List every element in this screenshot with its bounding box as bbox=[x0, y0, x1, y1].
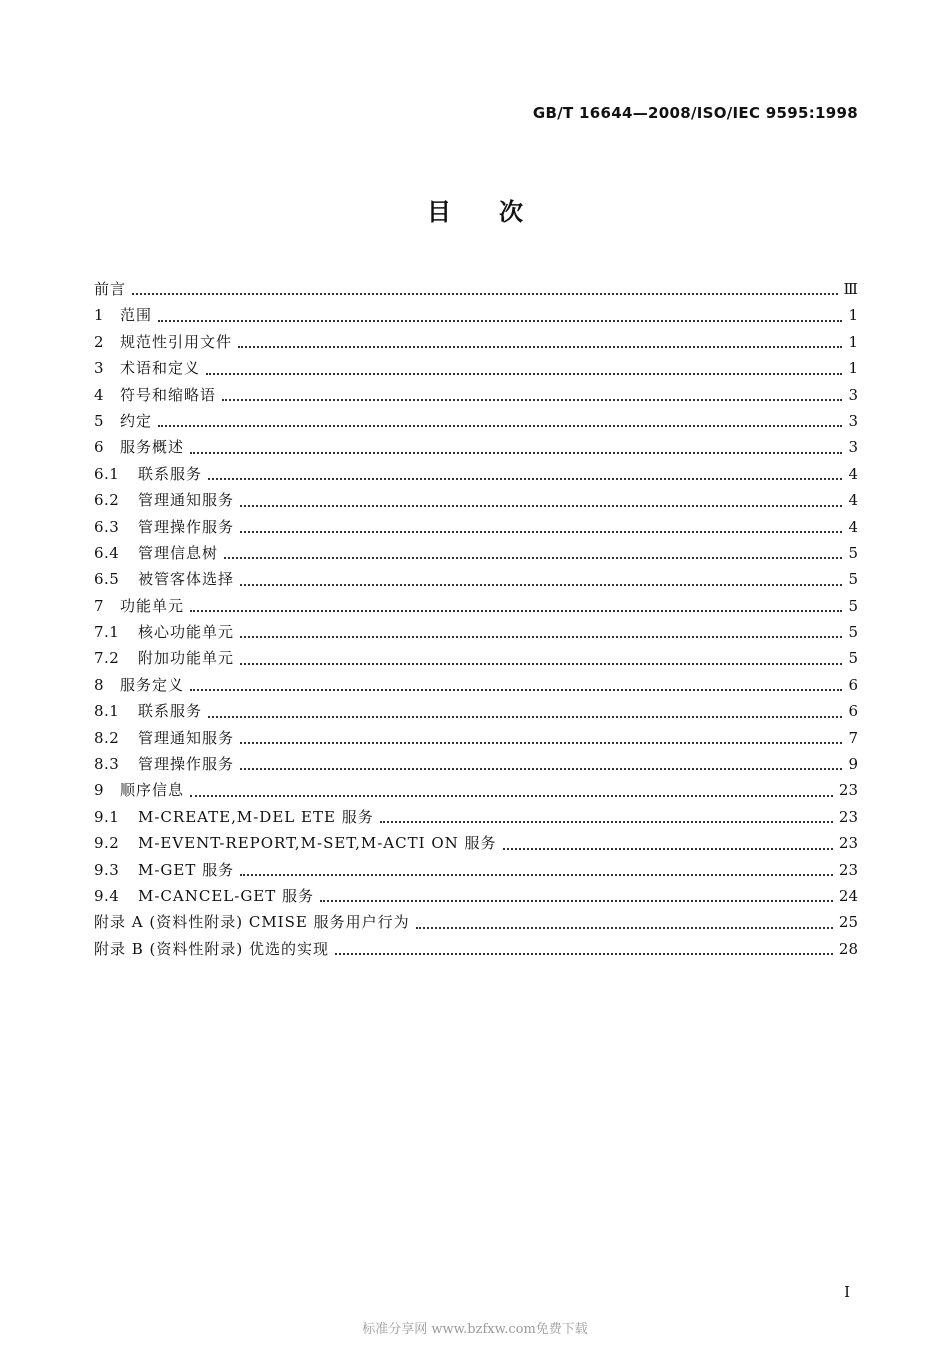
toc-entry-number: 1 bbox=[94, 306, 105, 325]
toc-entry-label: 管理操作服务 bbox=[138, 517, 235, 536]
toc-entry-page: Ⅲ bbox=[843, 280, 858, 298]
toc-leader-dots bbox=[416, 927, 833, 929]
toc-leader-dots bbox=[158, 320, 842, 322]
toc-leader-dots bbox=[206, 373, 842, 375]
toc-entry-page: 1 bbox=[848, 359, 858, 378]
toc-entry-label: 服务概述 bbox=[120, 438, 185, 457]
toc-leader-dots bbox=[190, 610, 842, 612]
toc-entry[interactable] bbox=[94, 408, 858, 434]
toc-leader-dots bbox=[132, 293, 838, 295]
toc-entry-label: 规范性引用文件 bbox=[120, 332, 233, 351]
toc-entry-page: 5 bbox=[848, 570, 858, 589]
toc-entry-label: 符号和缩略语 bbox=[120, 385, 217, 404]
toc-entry[interactable] bbox=[94, 645, 858, 671]
toc-leader-dots bbox=[380, 821, 833, 823]
toc-entry[interactable] bbox=[94, 883, 858, 909]
toc-entry[interactable] bbox=[94, 698, 858, 724]
toc-entry[interactable] bbox=[94, 725, 858, 751]
toc-leader-dots bbox=[224, 557, 842, 559]
toc-leader-dots bbox=[208, 716, 842, 718]
toc-entry[interactable] bbox=[94, 329, 858, 355]
toc-leader-dots bbox=[240, 742, 842, 744]
toc-entry-page: 7 bbox=[848, 728, 858, 747]
toc-entry-label: 附录 B (资料性附录) 优选的实现 bbox=[94, 939, 330, 958]
toc-entry-page: 5 bbox=[848, 623, 858, 642]
toc-entry[interactable] bbox=[94, 566, 858, 592]
toc-entry[interactable] bbox=[94, 355, 858, 381]
toc-entry-page: 4 bbox=[848, 517, 858, 536]
toc-entry[interactable] bbox=[94, 461, 858, 487]
toc-entry-label: 管理通知服务 bbox=[138, 728, 235, 747]
toc-entry-number: 5 bbox=[94, 411, 105, 430]
toc-entry-page: 1 bbox=[848, 306, 858, 325]
toc-entry[interactable] bbox=[94, 936, 858, 962]
toc-leader-dots bbox=[208, 478, 842, 480]
toc-entry[interactable] bbox=[94, 909, 858, 935]
toc-leader-dots bbox=[320, 900, 833, 902]
toc-entry-number: 7.1 bbox=[94, 623, 120, 642]
toc-entry-page: 4 bbox=[848, 491, 858, 510]
toc-leader-dots bbox=[240, 636, 842, 638]
toc-entry[interactable] bbox=[94, 804, 858, 830]
watermark: 标准分享网 www.bzfxw.com免费下载 bbox=[362, 1322, 588, 1337]
toc-entry-page: 6 bbox=[848, 675, 858, 694]
toc-entry[interactable] bbox=[94, 434, 858, 460]
toc-entry-number: 2 bbox=[94, 332, 105, 351]
toc-entry-label: 功能单元 bbox=[120, 596, 185, 615]
toc-entry[interactable] bbox=[94, 751, 858, 777]
toc-leader-dots bbox=[190, 795, 833, 797]
toc-entry-page: 5 bbox=[848, 649, 858, 668]
toc-entry-number: 9.3 bbox=[94, 860, 120, 879]
toc-entry-page: 23 bbox=[838, 807, 858, 826]
toc-entry-number: 9 bbox=[94, 781, 105, 800]
toc-leader-dots bbox=[158, 425, 842, 427]
toc-leader-dots bbox=[240, 874, 833, 876]
toc-entry-number: 6.3 bbox=[94, 517, 120, 536]
toc-entry-number: 9.4 bbox=[94, 886, 120, 905]
toc-entry-page: 3 bbox=[848, 438, 858, 457]
toc-entry-label: M-EVENT-REPORT,M-SET,M-ACTI ON 服务 bbox=[138, 834, 497, 853]
toc-entry-label: 约定 bbox=[120, 411, 153, 430]
toc-entry-number: 9.1 bbox=[94, 807, 120, 826]
toc-leader-dots bbox=[190, 452, 842, 454]
toc-entry-label: 联系服务 bbox=[138, 702, 203, 721]
toc-leader-dots bbox=[240, 505, 842, 507]
standard-number: GB/T 16644—2008/ISO/IEC 9595:1998 bbox=[532, 104, 858, 122]
toc-leader-dots bbox=[190, 689, 842, 691]
toc-entry-label: 附加功能单元 bbox=[138, 649, 235, 668]
toc-entry-page: 3 bbox=[848, 385, 858, 404]
toc-entry[interactable] bbox=[94, 540, 858, 566]
toc-entry-label: 术语和定义 bbox=[120, 359, 201, 378]
toc-entry-label: M-GET 服务 bbox=[138, 860, 235, 879]
toc-entry-label: 联系服务 bbox=[138, 464, 203, 483]
toc-entry-label: 管理通知服务 bbox=[138, 491, 235, 510]
toc-entry-number: 8.2 bbox=[94, 728, 120, 747]
toc-entry-label: 附录 A (资料性附录) CMISE 服务用户行为 bbox=[94, 913, 410, 932]
toc-entry-label: 管理信息树 bbox=[138, 543, 219, 562]
toc-entry-label: 核心功能单元 bbox=[138, 623, 235, 642]
toc-leader-dots bbox=[503, 848, 833, 850]
toc-leader-dots bbox=[222, 399, 842, 401]
toc-entry-label: 被管客体选择 bbox=[138, 570, 235, 589]
toc-entry-page: 5 bbox=[848, 543, 858, 562]
toc-entry-number: 6.1 bbox=[94, 464, 120, 483]
toc-entry[interactable] bbox=[94, 514, 858, 540]
toc-entry[interactable] bbox=[94, 777, 858, 803]
toc-entry-label: 顺序信息 bbox=[120, 781, 185, 800]
toc-entry-page: 4 bbox=[848, 464, 858, 483]
toc-entry[interactable] bbox=[94, 672, 858, 698]
toc-entry-page: 6 bbox=[848, 702, 858, 721]
toc-entry-page: 3 bbox=[848, 411, 858, 430]
toc-entry-number: 6 bbox=[94, 438, 105, 457]
toc-entry[interactable] bbox=[94, 276, 858, 302]
toc-entry[interactable] bbox=[94, 857, 858, 883]
toc-entry-number: 3 bbox=[94, 359, 105, 378]
toc-entry-label: 管理操作服务 bbox=[138, 755, 235, 774]
toc-entry-page: 9 bbox=[848, 755, 858, 774]
toc-entry[interactable] bbox=[94, 593, 858, 619]
toc-entry-number: 6.4 bbox=[94, 543, 120, 562]
toc-entry-number: 8 bbox=[94, 675, 105, 694]
page-number: I bbox=[844, 1283, 850, 1301]
toc-entry-page: 5 bbox=[848, 596, 858, 615]
toc-entry[interactable] bbox=[94, 619, 858, 645]
toc-entry-page: 23 bbox=[838, 781, 858, 800]
toc-entry-page: 25 bbox=[838, 913, 858, 932]
toc-leader-dots bbox=[335, 953, 833, 955]
toc-entry-page: 24 bbox=[838, 886, 858, 905]
toc-entry-label: M-CREATE,M-DEL ETE 服务 bbox=[138, 807, 374, 826]
toc-entry-label: 范围 bbox=[120, 306, 153, 325]
toc-leader-dots bbox=[240, 768, 842, 770]
toc-leader-dots bbox=[240, 663, 842, 665]
toc-leader-dots bbox=[238, 346, 842, 348]
toc-entry-label: M-CANCEL-GET 服务 bbox=[138, 886, 315, 905]
toc-entry-label: 服务定义 bbox=[120, 675, 185, 694]
toc-entry-number: 6.2 bbox=[94, 491, 120, 510]
toc-entry-page: 23 bbox=[838, 834, 858, 853]
toc-entry[interactable] bbox=[94, 302, 858, 328]
toc-entry-number: 6.5 bbox=[94, 570, 120, 589]
toc-entry[interactable] bbox=[94, 382, 858, 408]
toc-entry-page: 1 bbox=[848, 332, 858, 351]
toc-entry-number: 4 bbox=[94, 385, 105, 404]
toc-entry-number: 8.3 bbox=[94, 755, 120, 774]
toc-entry-number: 7.2 bbox=[94, 649, 120, 668]
page-title: 目次 bbox=[427, 198, 571, 226]
toc-entry-number: 7 bbox=[94, 596, 105, 615]
toc-leader-dots bbox=[240, 584, 842, 586]
toc-entry[interactable] bbox=[94, 830, 858, 856]
toc-entry[interactable] bbox=[94, 487, 858, 513]
toc-leader-dots bbox=[240, 531, 842, 533]
toc-entry-page: 28 bbox=[838, 939, 858, 958]
toc-entry-number: 8.1 bbox=[94, 702, 120, 721]
toc-entry-number: 9.2 bbox=[94, 834, 120, 853]
toc-entry-page: 23 bbox=[838, 860, 858, 879]
table-of-contents bbox=[94, 276, 858, 962]
toc-entry-label: 前言 bbox=[94, 280, 127, 298]
